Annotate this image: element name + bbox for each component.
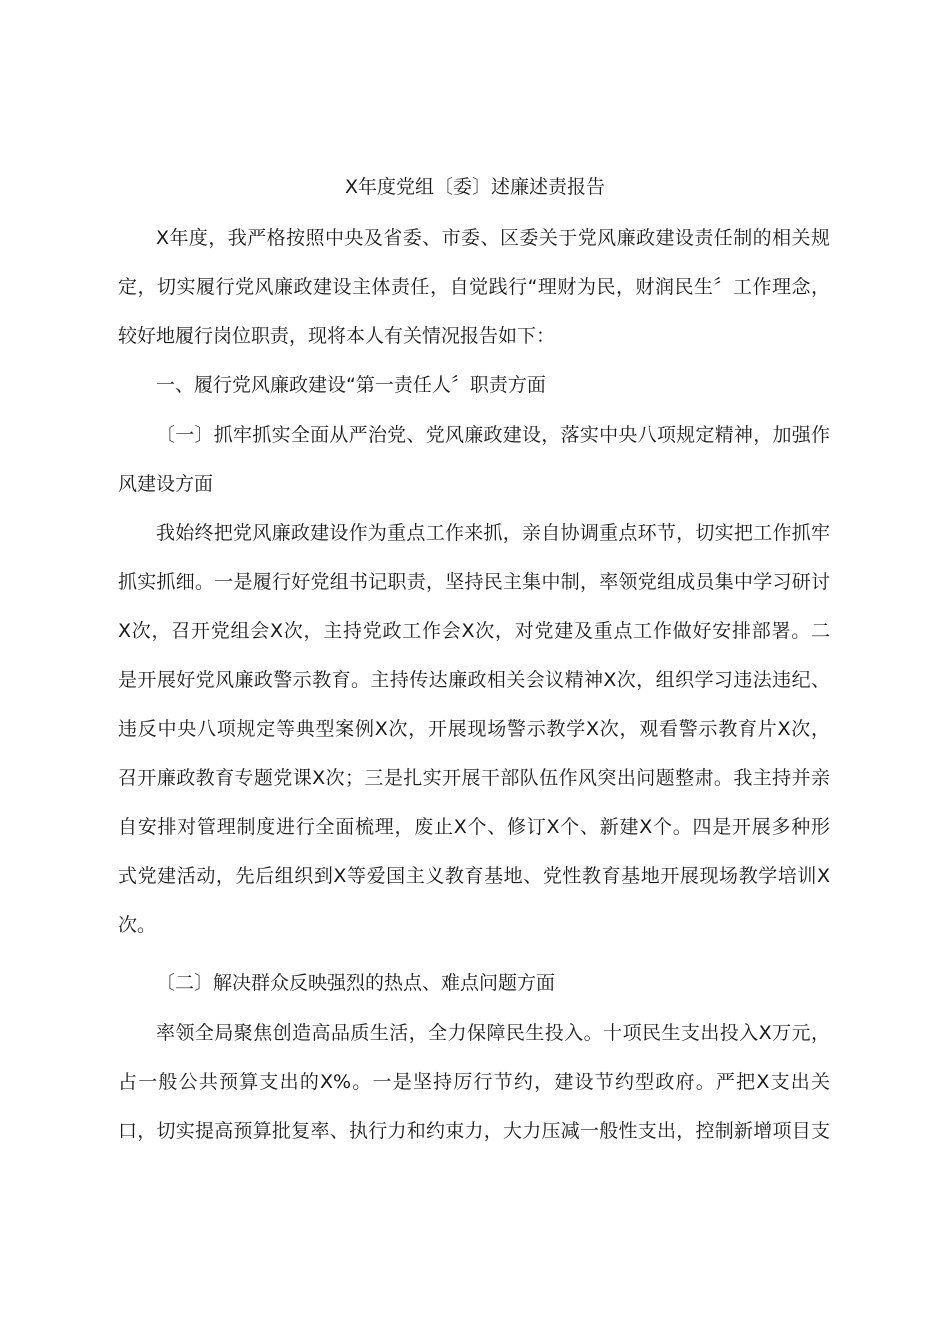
text-line: 率领全局聚焦创造高品质生活，全力保障民生投入。十项民生支出投入X万元，	[156, 1022, 830, 1044]
text-line: 召开廉政教育专题党课X次；三是扎实开展干部队伍作风突出问题整肃。我主持并亲	[118, 767, 830, 789]
text-line: X年度，我严格按照中央及省委、市委、区委关于党风廉政建设责任制的相关规	[156, 227, 830, 249]
text-line: 〔一〕抓牢抓实全面从严治党、党风廉政建设，落实中央八项规定精神，加强作	[156, 424, 830, 446]
subsection-heading-1	[118, 411, 830, 509]
text-line: 〔二〕解决群众反映强烈的热点、难点问题方面	[156, 972, 556, 994]
subsection-heading-2	[118, 959, 830, 1008]
section-heading	[118, 361, 830, 410]
text-line: 抓实抓细。一是履行好党组书记职责，坚持民主集中制，率领党组成员集中学习研讨	[118, 571, 830, 593]
text-line: 一、履行党风廉政建设“第一责任人〞职责方面	[156, 374, 546, 396]
paragraph-body-2	[118, 1009, 830, 1156]
text-line: 定，切实履行党风廉政建设主体责任，自觉践行“理财为民，财润民生〞工作理念，	[118, 276, 830, 298]
text-line: 风建设方面	[118, 473, 214, 495]
text-line: 我始终把党风廉政建设作为重点工作来抓，亲自协调重点环节，切实把工作抓牢	[156, 522, 830, 544]
text-line: 口，切实提高预算批复率、执行力和约束力，大力压减一般性支出，控制新增项目支	[118, 1120, 830, 1142]
text-line: 式党建活动，先后组织到X等爱国主义教育基地、党性教育基地开展现场教学培训X	[118, 865, 830, 887]
text-line: X次，召开党组会X次，主持党政工作会X次，对党建及重点工作做好安排部署。二	[118, 620, 830, 642]
paragraph-body-1	[118, 509, 830, 950]
text-line: 占一般公共预算支出的X%。一是坚持厉行节约，建设节约型政府。严把X支出关	[118, 1071, 830, 1093]
document-title: X年度党组〔委〕述廉述责报告	[344, 176, 606, 198]
paragraph-intro	[118, 214, 830, 361]
text-line: 较好地履行岗位职责，现将本人有关情况报告如下：	[118, 325, 556, 347]
text-line: 是开展好党风廉政警示教育。主持传达廉政相关会议精神X次，组织学习违法违纪、	[118, 669, 830, 691]
text-line: 次。	[118, 914, 157, 936]
text-line: 违反中央八项规定等典型案例X次，开展现场警示教学X次，观看警示教育片X次，	[118, 718, 830, 740]
text-line: 自安排对管理制度进行全面梳理，废止X个、修订X个、新建X个。四是开展多种形	[118, 816, 830, 838]
